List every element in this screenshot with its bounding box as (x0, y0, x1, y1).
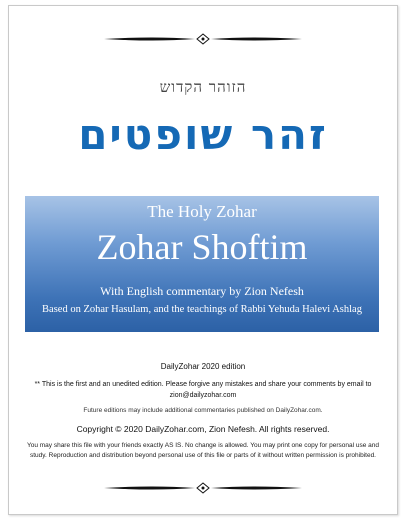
banner-based-on: Based on Zohar Hasulam, and the teachings of Rabbi Yehuda Halevi Ashlag (42, 304, 362, 315)
bottom-divider-ornament (9, 482, 397, 494)
top-divider-ornament (9, 33, 397, 45)
banner-title: Zohar Shoftim (96, 227, 308, 267)
copyright-line: Copyright © 2020 DailyZohar.com, Zion Nefesh. All rights reserved. (76, 424, 330, 434)
hebrew-subtitle: הזוהר הקדוש (159, 78, 247, 96)
banner-pre-title: The Holy Zohar (147, 202, 257, 221)
document-page (8, 5, 398, 515)
title-banner (25, 196, 379, 332)
first-edition-note: ** This is the first and an unedited edition. Please forgive any mistakes and share your comments by email to zion@dailyzohar.com (34, 381, 372, 399)
banner-commentary: With English commentary by Zion Nefesh (100, 284, 304, 298)
share-terms: You may share this file with your friends exactly AS IS. No change is allowed. You may print one copy for personal use and study. Reproduction and distribution beyond personal use of this file or parts of it without written permission is prohibited. (26, 442, 380, 459)
edition-line: DailyZohar 2020 edition (160, 362, 246, 371)
future-editions-note: Future editions may include additional commentaries published on DailyZohar.com. (83, 407, 323, 414)
hebrew-title: זהר שופטים (78, 110, 328, 159)
